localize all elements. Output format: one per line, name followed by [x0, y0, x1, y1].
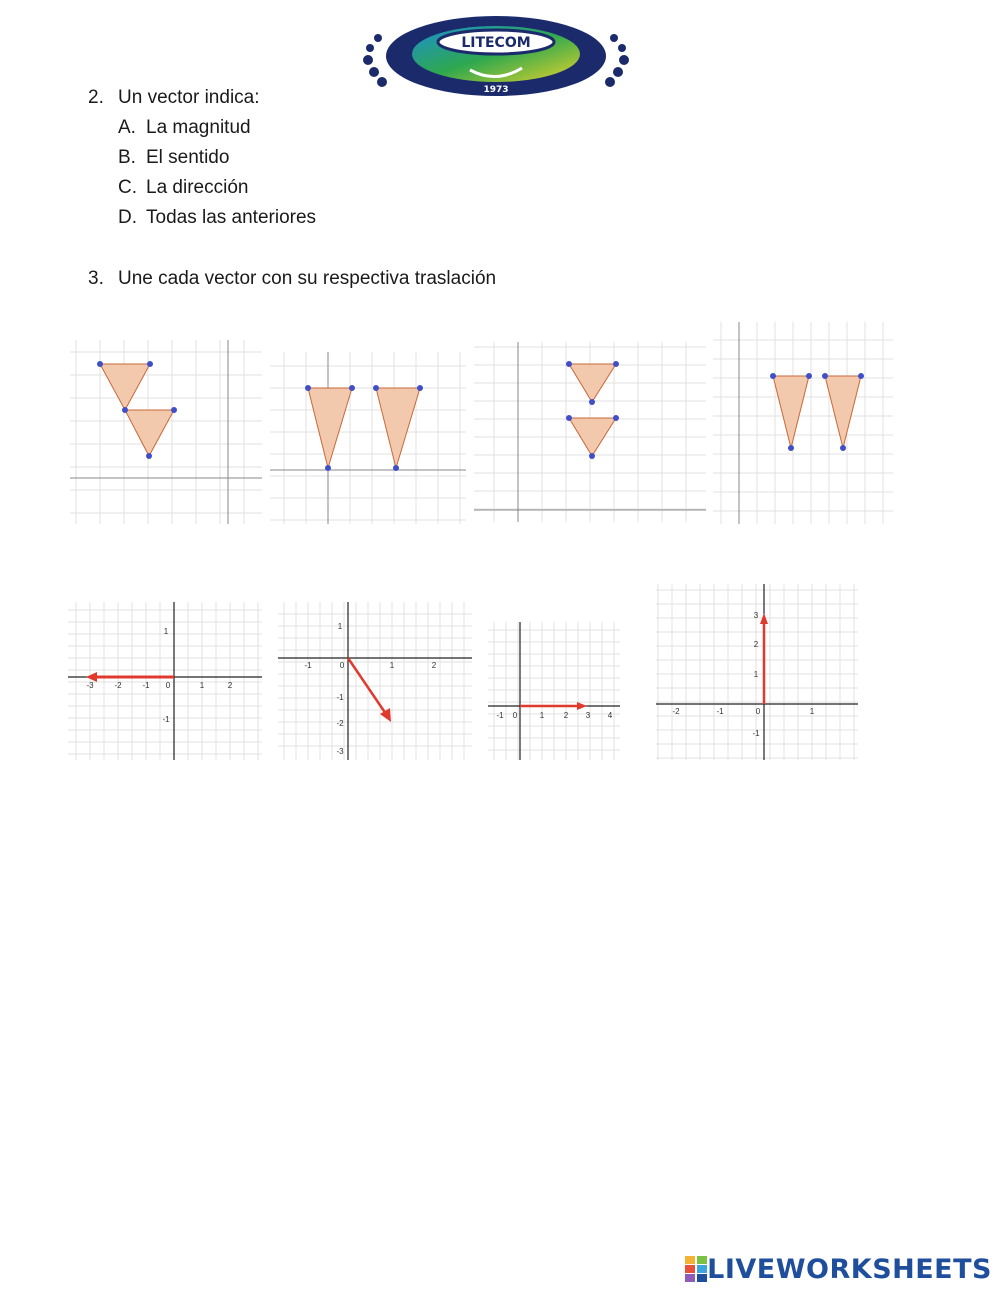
option-text: La magnitud	[146, 117, 251, 138]
option-letter: A.	[118, 117, 136, 138]
liveworksheets-brand[interactable]	[685, 1252, 992, 1286]
logo-year: 1973	[483, 85, 509, 95]
translation-image-4[interactable]	[713, 322, 893, 524]
option-text: Todas las anteriores	[146, 207, 317, 228]
tick-label: -3	[336, 747, 344, 756]
question-2-number: 2.	[88, 87, 104, 108]
tick-label: 2	[563, 711, 569, 720]
tick-label: 0	[339, 661, 345, 670]
vector-graph-2[interactable]	[278, 602, 472, 760]
option-b[interactable]	[118, 146, 229, 170]
school-logo	[360, 12, 632, 98]
option-letter: B.	[118, 147, 136, 168]
tick-label: -2	[336, 719, 344, 728]
tick-label: -1	[336, 693, 344, 702]
tick-label: -1	[716, 707, 724, 716]
tick-label: 0	[755, 707, 761, 716]
translation-image-2[interactable]	[270, 352, 466, 524]
vector-graph-4[interactable]	[656, 584, 858, 760]
question-3-number: 3.	[88, 268, 104, 289]
vector-graph-3[interactable]	[488, 622, 620, 760]
question-2-text: Un vector indica:	[118, 87, 260, 108]
tick-label: 1	[539, 711, 545, 720]
option-text: La dirección	[146, 177, 249, 198]
tick-label: 0	[165, 681, 171, 690]
option-letter: C.	[118, 177, 137, 198]
question-3-text: Une cada vector con su respectiva traslación	[118, 268, 497, 289]
tick-label: 1	[199, 681, 205, 690]
tick-label: -2	[672, 707, 680, 716]
tick-label: 1	[389, 661, 395, 670]
tick-label: 4	[607, 711, 613, 720]
tick-label: 3	[585, 711, 591, 720]
tick-label: -1	[496, 711, 504, 720]
tick-label: 1	[163, 627, 169, 636]
option-a[interactable]	[118, 116, 251, 140]
tick-label: 2	[227, 681, 233, 690]
tick-label: -2	[114, 681, 122, 690]
tick-label: 3	[753, 611, 759, 620]
option-c[interactable]	[118, 176, 248, 200]
option-text: El sentido	[146, 147, 230, 168]
tick-label: 1	[753, 670, 759, 679]
tick-label: 0	[512, 711, 518, 720]
tick-label: 1	[809, 707, 815, 716]
brand-text: LIVEWORKSHEETS	[707, 1253, 992, 1285]
question-3-heading	[88, 267, 496, 291]
tick-label: -1	[304, 661, 312, 670]
tick-label: -1	[142, 681, 150, 690]
tick-label: 2	[431, 661, 437, 670]
option-letter: D.	[118, 207, 137, 228]
option-d[interactable]	[118, 206, 316, 230]
vector-graph-1[interactable]	[68, 602, 262, 760]
tick-label: 2	[753, 640, 759, 649]
logo-text: LITECOM	[461, 35, 531, 51]
tick-label: -1	[162, 715, 170, 724]
tick-label: -1	[752, 729, 760, 738]
translation-image-1[interactable]	[70, 340, 262, 524]
question-2-heading	[88, 86, 260, 110]
liveworksheets-logo-icon	[685, 1256, 707, 1282]
tick-label: 1	[337, 622, 343, 631]
tick-label: -3	[86, 681, 94, 690]
translation-image-3[interactable]	[474, 342, 706, 522]
